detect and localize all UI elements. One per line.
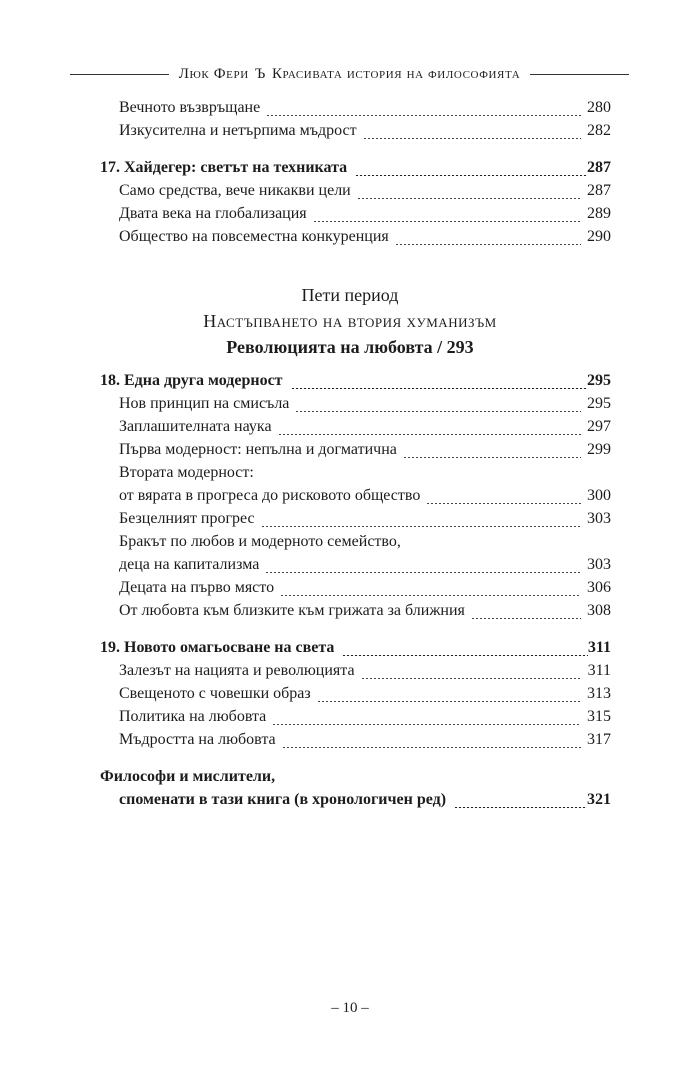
toc-entry-title: Изкусителна и нетърпима мъдрост	[119, 122, 357, 139]
dot-leader	[282, 747, 581, 748]
dot-leader	[357, 198, 581, 199]
toc-section-bottom	[100, 372, 611, 814]
toc-entry-title: Първа модерност: непълна и догматична	[119, 441, 397, 458]
toc-entry	[100, 579, 611, 602]
toc-entry-title: деца на капитализма	[119, 556, 260, 573]
dot-leader	[313, 221, 581, 222]
toc-spacer	[100, 754, 611, 768]
toc-page-number: 321	[587, 791, 611, 808]
dot-leader	[291, 388, 587, 389]
toc-entry-title: 18. Една друга модерност	[100, 372, 283, 389]
dot-leader	[363, 138, 581, 139]
dot-leader	[395, 244, 581, 245]
toc-entry	[100, 487, 611, 510]
toc-entry	[100, 662, 611, 685]
toc-entry-title: Втората модерност:	[119, 464, 254, 481]
toc-entry-title: Нов принцип на смисъла	[119, 395, 290, 412]
dot-leader	[266, 115, 581, 116]
part-subtitle: Революцията на любовта / 293	[226, 337, 474, 357]
dot-leader	[403, 457, 581, 458]
dot-leader	[278, 434, 581, 435]
toc-chapter-entry	[100, 159, 611, 182]
toc-entry-title: Безцелният прогрес	[119, 510, 255, 527]
toc-page-number: 282	[587, 122, 611, 139]
dot-leader	[261, 526, 581, 527]
header-author: Люк Фери	[178, 65, 249, 82]
dot-leader	[342, 655, 587, 656]
toc-page-number: 299	[587, 441, 611, 458]
toc-entry-title: Философи и мислители,	[100, 768, 276, 785]
toc-entry-title: Само средства, вече никакви цели	[119, 182, 351, 199]
toc-entry-title: от вярата в прогреса до рисковото общество	[119, 487, 421, 504]
toc-entry-title: 19. Новото омагьосване на света	[100, 639, 335, 656]
toc-page-number: 280	[587, 99, 611, 116]
header-rule-left	[70, 74, 169, 75]
toc-entry	[100, 464, 611, 487]
toc-page-number: 287	[587, 182, 611, 199]
toc-entry	[100, 708, 611, 731]
dot-leader	[295, 411, 581, 412]
toc-entry	[100, 395, 611, 418]
part-heading	[0, 282, 700, 360]
toc-page-number: 306	[587, 579, 611, 596]
toc-entry-title: Вечното възвръщане	[119, 99, 261, 116]
toc-entry	[100, 228, 611, 251]
toc-entry	[100, 556, 611, 579]
dot-leader	[317, 701, 581, 702]
toc-entry-title: Залезът на нацията и революцията	[119, 662, 355, 679]
toc-chapter-entry	[100, 768, 611, 791]
toc-entry	[100, 99, 611, 122]
toc-page-number: 308	[587, 602, 611, 619]
toc-chapter-entry	[100, 791, 611, 814]
toc-spacer	[100, 145, 611, 159]
toc-page-number: 287	[587, 159, 611, 176]
dot-leader	[426, 503, 581, 504]
toc-entry	[100, 731, 611, 754]
toc-page-number: 297	[587, 418, 611, 435]
part-title: Настъпването на втория хуманизъм	[203, 311, 497, 331]
toc-entry-title: От любовта към близките към грижата за ближния	[119, 602, 465, 619]
toc-entry-title: Заплашителната наука	[119, 418, 272, 435]
dot-leader	[355, 175, 587, 176]
dot-leader	[265, 572, 581, 573]
toc-spacer	[100, 625, 611, 639]
toc-entry	[100, 122, 611, 145]
toc-page-number: 311	[587, 662, 611, 679]
header-book-title: Красивата история на философията	[271, 65, 521, 82]
toc-entry	[100, 533, 611, 556]
toc-entry-title: 17. Хайдегер: светът на техниката	[100, 159, 348, 176]
toc-entry	[100, 685, 611, 708]
toc-page-number: 303	[587, 510, 611, 527]
toc-page-number: 303	[587, 556, 611, 573]
header-rule-right	[530, 74, 629, 75]
dot-leader	[454, 807, 587, 808]
dot-leader	[361, 678, 582, 679]
toc-entry	[100, 205, 611, 228]
toc-entry	[100, 602, 611, 625]
toc-entry-title: Децата на първо място	[119, 579, 275, 596]
publisher-mark-icon: Ъ	[254, 65, 266, 82]
part-number: Пети период	[301, 285, 399, 305]
toc-page-number: 311	[587, 639, 611, 656]
toc-page-number: 300	[587, 487, 611, 504]
header-text	[169, 66, 531, 83]
toc-chapter-entry	[100, 372, 611, 395]
toc-section-top	[100, 99, 611, 251]
toc-entry-title: Политика на любовта	[119, 708, 267, 725]
toc-entry-title: споменати в тази книга (в хронологичен ред)	[119, 791, 447, 808]
toc-entry-title: Свещеното с човешки образ	[119, 685, 311, 702]
toc-page-number: 317	[587, 731, 611, 748]
dot-leader	[471, 618, 581, 619]
toc-entry	[100, 510, 611, 533]
toc-entry-title: Общество на повсеместна конкуренция	[119, 228, 389, 245]
toc-page-number: 295	[587, 395, 611, 412]
toc-entry	[100, 441, 611, 464]
toc-page-number: 295	[587, 372, 611, 389]
dot-leader	[280, 595, 581, 596]
toc-chapter-entry	[100, 639, 611, 662]
running-header	[70, 63, 629, 85]
toc-page-number: 315	[587, 708, 611, 725]
page-number: – 10 –	[331, 1000, 369, 1016]
toc-page-number: 289	[587, 205, 611, 222]
toc-page-number: 313	[587, 685, 611, 702]
toc-entry-title: Мъдростта на любовта	[119, 731, 276, 748]
toc-entry	[100, 418, 611, 441]
toc-entry-title: Бракът по любов и модерното семейство,	[119, 533, 401, 550]
toc-entry-title: Двата века на глобализация	[119, 205, 307, 222]
dot-leader	[272, 724, 581, 725]
toc-page-number: 290	[587, 228, 611, 245]
toc-entry	[100, 182, 611, 205]
